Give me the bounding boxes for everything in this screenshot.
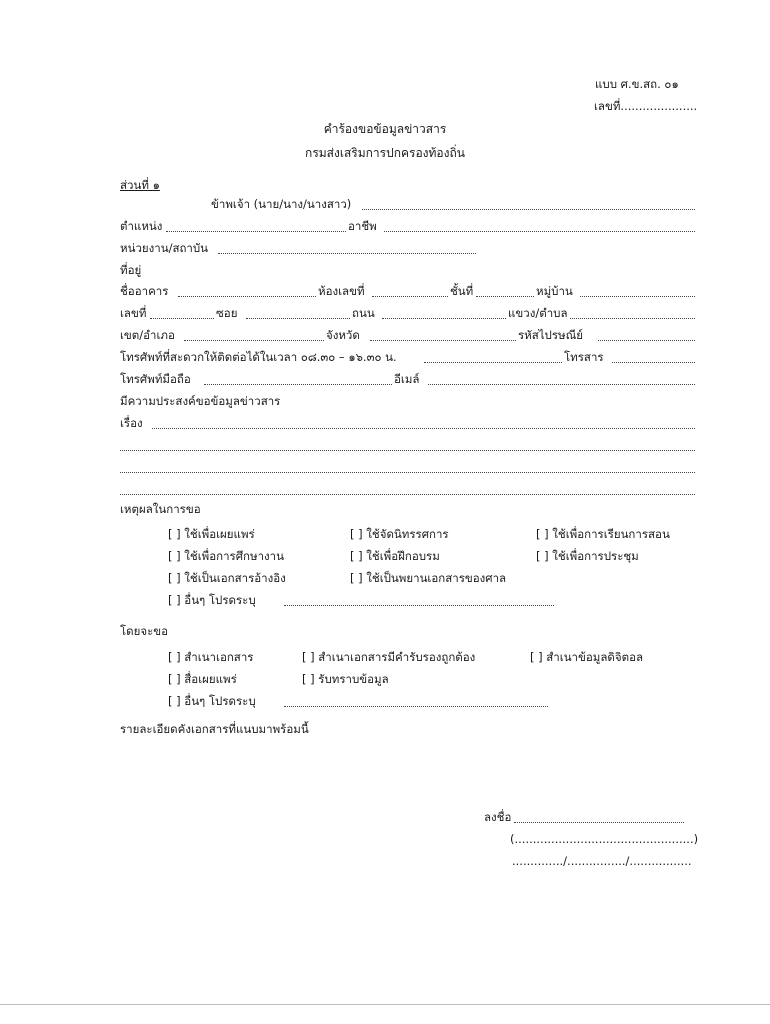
district-field[interactable] — [184, 328, 324, 341]
house-number-label: เลขที่ — [120, 306, 147, 320]
methods-heading: โดยจะขอ — [120, 624, 169, 638]
method-checkbox[interactable]: [ ] สำเนาเอกสารมีคำรับรองถูกต้อง — [302, 650, 476, 664]
form-number: เลขที่..................... — [594, 99, 698, 113]
village-label: หมู่บ้าน — [536, 284, 573, 298]
reason-checkbox[interactable]: [ ] ใช้เพื่อเผยแพร่ — [168, 527, 255, 541]
reason-checkbox[interactable]: [ ] ใช้เป็นพยานเอกสารของศาล — [350, 571, 507, 585]
applicant-label: ข้าพเจ้า (นาย/นาง/นางสาว) — [211, 197, 352, 211]
village-field[interactable] — [580, 284, 695, 297]
subject-field[interactable] — [152, 416, 695, 429]
method-checkbox[interactable]: [ ] รับทราบข้อมูล — [302, 672, 389, 686]
agency-label: หน่วยงาน/สถาบัน — [120, 241, 209, 255]
signature-label: ลงชื่อ — [484, 810, 512, 824]
postcode-label: รหัสไปรษณีย์ — [518, 328, 584, 342]
method-checkbox[interactable]: [ ] สำเนาข้อมูลดิจิตอล — [530, 650, 644, 664]
subject-label: เรื่อง — [120, 416, 143, 430]
phone-field[interactable] — [424, 350, 562, 363]
soi-field[interactable] — [246, 306, 350, 319]
subdistrict-label: แขวง/ตำบล — [508, 306, 568, 320]
email-label: อีเมล์ — [394, 372, 420, 386]
house-number-field[interactable] — [150, 306, 214, 319]
district-label: เขต/อำเภอ — [120, 328, 175, 342]
form-code: แบบ ศ.ข.สถ. ๐๑ — [595, 77, 679, 91]
fax-field[interactable] — [612, 350, 695, 363]
reason-checkbox[interactable]: [ ] ใช้เพื่อการเรียนการสอน — [536, 527, 670, 541]
position-label: ตำแหน่ง — [120, 219, 163, 233]
province-label: จังหวัด — [326, 328, 360, 342]
phone-label: โทรศัพท์ที่สะดวกให้ติดต่อได้ในเวลา ๐๘.๓๐ – ๑๖.๓๐ น. — [120, 350, 397, 364]
method-checkbox[interactable]: [ ] อื่นๆ โปรดระบุ — [168, 694, 256, 708]
subject-line[interactable] — [120, 460, 695, 473]
building-field[interactable] — [178, 284, 316, 297]
signer-name-field[interactable]: (.................................................) — [510, 832, 699, 846]
occupation-label: อาชีพ — [348, 219, 377, 233]
subject-line[interactable] — [120, 438, 695, 451]
form-subtitle: กรมส่งเสริมการปกครองท้องถิ่น — [305, 146, 465, 160]
province-field[interactable] — [370, 328, 516, 341]
postcode-field[interactable] — [598, 328, 695, 341]
method-checkbox[interactable]: [ ] สื่อเผยแพร่ — [168, 672, 237, 686]
subdistrict-field[interactable] — [570, 306, 695, 319]
email-field[interactable] — [428, 372, 695, 385]
road-field[interactable] — [382, 306, 506, 319]
signature-date-field[interactable]: ............../................/................. — [512, 854, 692, 868]
floor-label: ชั้นที่ — [450, 284, 474, 298]
form-title: คำร้องขอข้อมูลข่าวสาร — [323, 122, 447, 136]
reason-checkbox[interactable]: [ ] อื่นๆ โปรดระบุ — [168, 593, 256, 607]
room-field[interactable] — [372, 284, 448, 297]
reason-checkbox[interactable]: [ ] ใช้เพื่อการประชุม — [536, 549, 639, 563]
attachments-label: รายละเอียดคังเอกสารที่แนบมาพร้อมนี้ — [120, 722, 309, 736]
reason-other-field[interactable] — [284, 593, 554, 606]
reason-checkbox[interactable]: [ ] ใช้จัดนิทรรศการ — [350, 527, 449, 541]
subject-line[interactable] — [120, 482, 695, 495]
room-label: ห้องเลขที่ — [318, 284, 365, 298]
method-checkbox[interactable]: [ ] สำเนาเอกสาร — [168, 650, 254, 664]
position-field[interactable] — [166, 219, 346, 232]
mobile-field[interactable] — [204, 372, 392, 385]
reason-checkbox[interactable]: [ ] ใช้เป็นเอกสารอ้างอิง — [168, 571, 286, 585]
purpose-heading: มีความประสงค์ขอข้อมูลข่าวสาร — [120, 394, 281, 408]
soi-label: ซอย — [216, 306, 238, 320]
mobile-label: โทรศัพท์มือถือ — [120, 372, 191, 386]
reason-checkbox[interactable]: [ ] ใช้เพื่อฝึกอบรม — [350, 549, 440, 563]
reason-checkbox[interactable]: [ ] ใช้เพื่อการศึกษางาน — [168, 549, 284, 563]
building-label: ชื่ออาคาร — [120, 284, 169, 298]
road-label: ถนน — [352, 306, 375, 320]
reasons-heading: เหตุผลในการขอ — [120, 502, 201, 516]
agency-field[interactable] — [218, 241, 476, 254]
floor-field[interactable] — [476, 284, 534, 297]
fax-label: โทรสาร — [564, 350, 604, 364]
scan-edge-line — [0, 1004, 770, 1005]
applicant-name-field[interactable] — [362, 197, 695, 210]
signature-field[interactable] — [514, 810, 684, 823]
section-heading: ส่วนที่ ๑ — [120, 178, 160, 192]
method-other-field[interactable] — [284, 694, 548, 707]
address-label: ที่อยู่ — [120, 263, 142, 277]
occupation-field[interactable] — [384, 219, 695, 232]
